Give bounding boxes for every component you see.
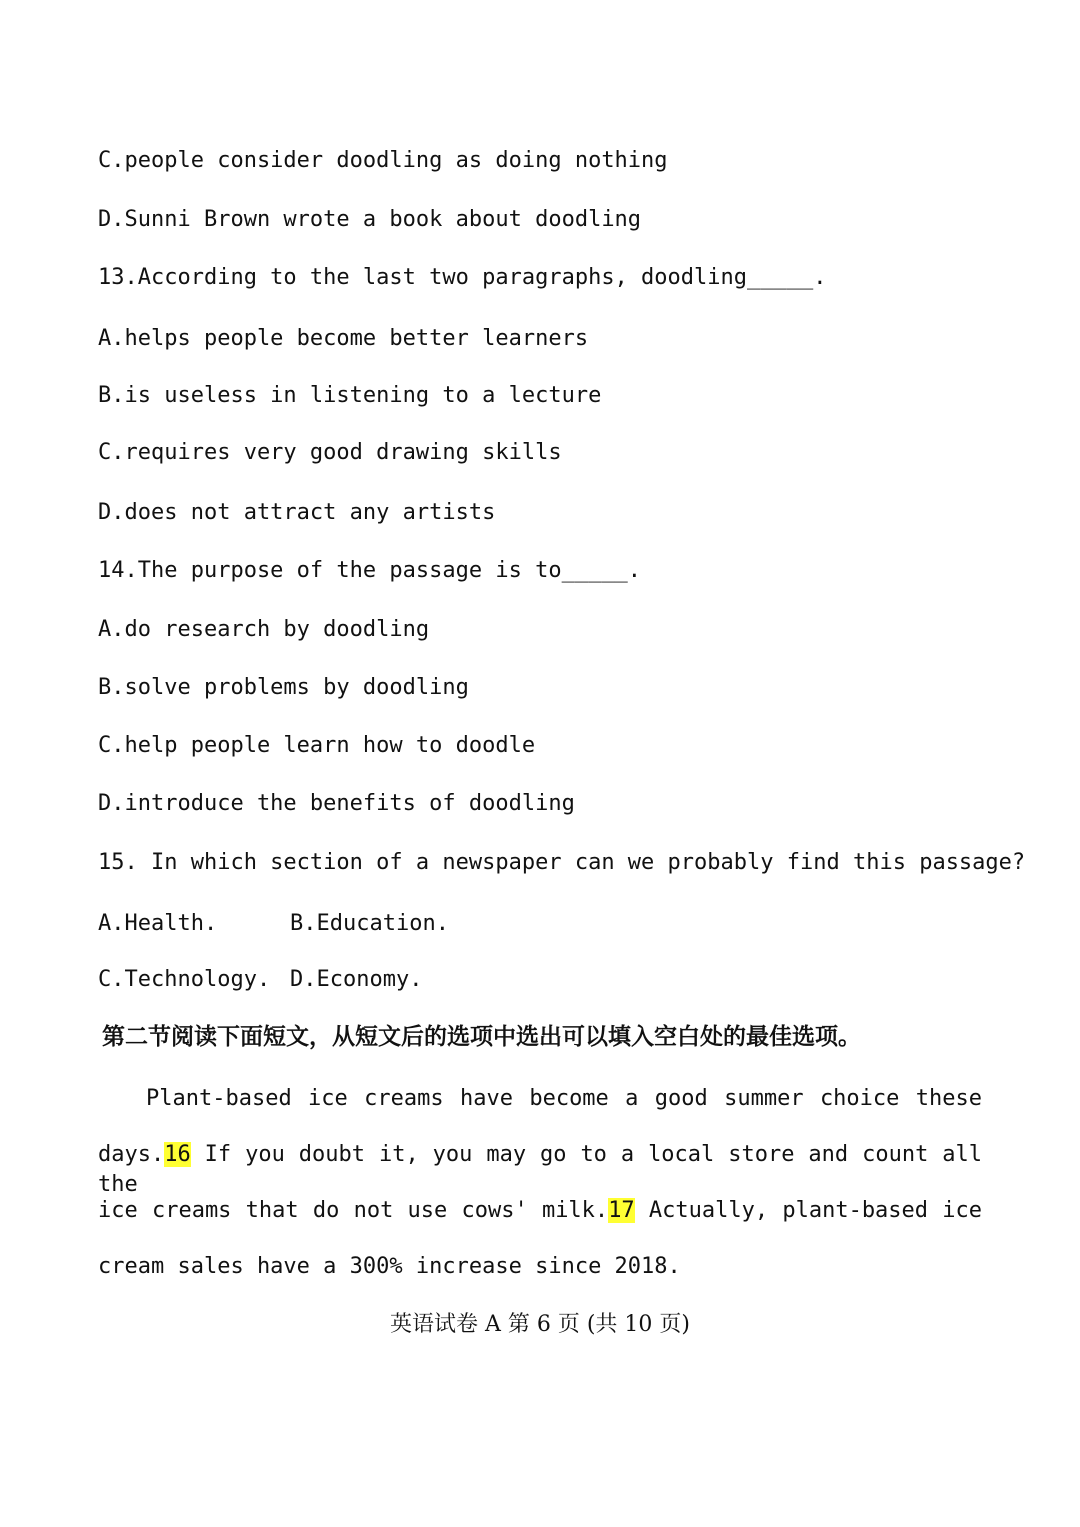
section-2-heading: 第二节阅读下面短文，从短文后的选项中选出可以填入空白处的最佳选项。 (102, 1023, 861, 1050)
blank-17-marker: 17 (608, 1198, 635, 1223)
q14-stem: 14.The purpose of the passage is to_____. (98, 558, 642, 583)
q15-option-d: D.Economy. (290, 967, 423, 992)
passage-text: Actually, plant-based ice (634, 1198, 982, 1223)
q14-option-b: B.solve problems by doodling (98, 675, 469, 700)
q15-option-b: B.Education. (290, 911, 449, 936)
q15-option-c: C.Technology. (98, 967, 271, 992)
q15-option-a: A.Health. (98, 911, 218, 936)
q15-stem: 15. In which section of a newspaper can we probably find this passage? (98, 850, 1026, 875)
passage-line-4: cream sales have a 300% increase since 2018. (98, 1254, 681, 1279)
q12-option-d: D.Sunni Brown wrote a book about doodling (98, 207, 642, 232)
q13-option-b: B.is useless in listening to a lecture (98, 383, 602, 408)
passage-line-2 (98, 1140, 982, 1200)
q13-option-c: C.requires very good drawing skills (98, 440, 562, 465)
passage-text: days. (98, 1142, 165, 1167)
q13-option-d: D.does not attract any artists (98, 500, 496, 525)
q12-option-c: C.people consider doodling as doing nothing (98, 148, 668, 173)
passage-text: ice creams that do not use cows' milk. (98, 1198, 609, 1223)
passage-line-1: Plant-based ice creams have become a good summer choice these (146, 1086, 982, 1111)
q13-stem: 13.According to the last two paragraphs, doodling_____. (98, 265, 827, 290)
q14-option-c: C.help people learn how to doodle (98, 733, 536, 758)
q14-option-d: D.introduce the benefits of doodling (98, 791, 575, 816)
q13-option-a: A.helps people become better learners (98, 326, 589, 351)
passage-text: If you doubt it, you may go to a local store and count all the (98, 1142, 982, 1197)
q14-option-a: A.do research by doodling (98, 617, 430, 642)
blank-16-marker: 16 (164, 1142, 191, 1167)
page-footer: 英语试卷 A 第 6 页 (共 10 页) (390, 1312, 690, 1337)
passage-line-3 (98, 1196, 982, 1226)
